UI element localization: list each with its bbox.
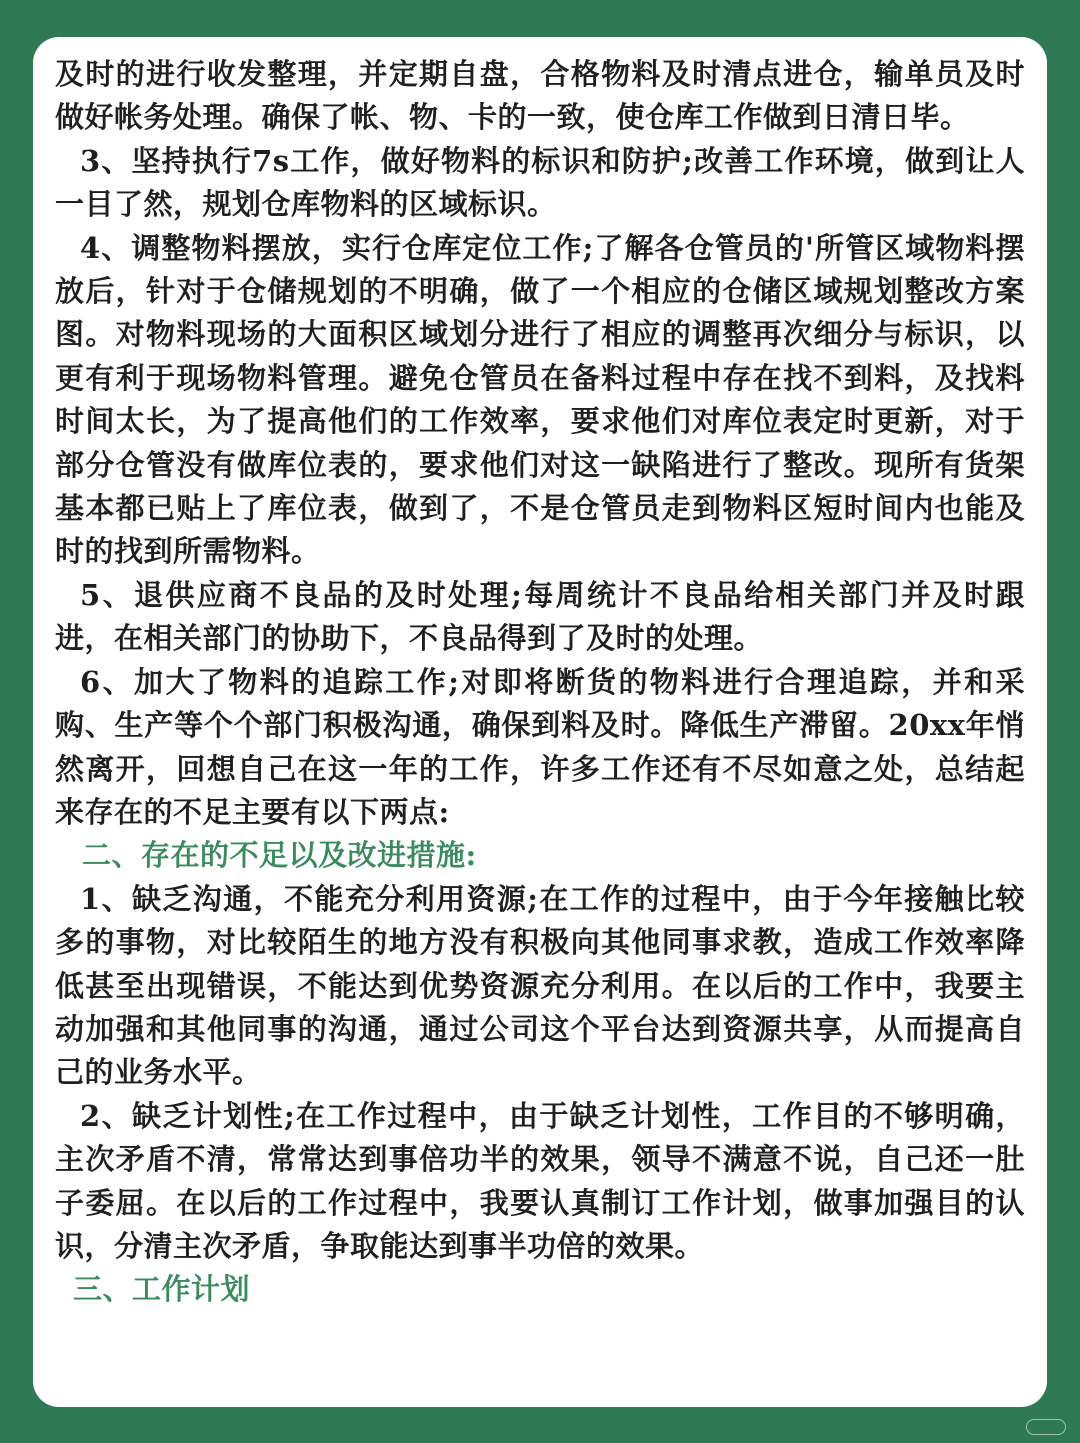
paragraph-item-6: 6、加大了物料的追踪工作;对即将断货的物料进行合理追踪，并和采购、生产等个个部门积极沟通，确保到料及时。降低生产滞留。20xx年悄然离开，回想自己在这一年的工作，许多工作还有不尽如意之处，总结起来存在的不足主要有以下两点:: [55, 664, 1025, 829]
paragraph-item-4: 4、调整物料摆放，实行仓库定位工作;了解各仓管员的'所管区域物料摆放后，针对于仓储规划的不明确，做了一个相应的仓储区域规划整改方案图。对物料现场的大面积区域划分进行了相应的调整再次细分与标识，以更有利于现场物料管理。避免仓管员在备料过程中存在找不到料，及找料时间太长，为了提高他们的工作效率，要求他们对库位表定时更新，对于部分仓管没有做库位表的，要求他们对这一缺陷进行了整改。现所有货架基本都已贴上了库位表，做到了，不是仓管员走到物料区短时间内也能及时的找到所需物料。: [55, 230, 1025, 569]
document-card: [33, 37, 1047, 1407]
section-heading-work-plan: 三、工作计划: [73, 1272, 251, 1307]
paragraph-item-5: 5、退供应商不良品的及时处理;每周统计不良品给相关部门并及时跟进，在相关部门的协助下，不良品得到了及时的处理。: [55, 577, 1025, 656]
paragraph-intro: 及时的进行收发整理，并定期自盘，合格物料及时清点进仓，输单员及时做好帐务处理。确保了帐、物、卡的一致，使仓库工作做到日清日毕。: [55, 57, 1025, 135]
section-heading-shortcomings: 二、存在的不足以及改进措施:: [82, 838, 477, 873]
paragraph-item-3: 3、坚持执行7s工作，做好物料的标识和防护;改善工作环境，做到让人一目了然，规划仓库物料的区域标识。: [55, 143, 1025, 222]
paragraph-shortcoming-1: 1、缺乏沟通，不能充分利用资源;在工作的过程中，由于今年接触比较多的事物，对比较陌生的地方没有积极向其他同事求教，造成工作效率降低甚至出现错误，不能达到优势资源充分利用。在以后的工作中，我要主动加强和其他同事的沟通，通过公司这个平台达到资源共享，从而提高自己的业务水平。: [55, 881, 1025, 1090]
watermark-logo: [1026, 1419, 1066, 1435]
paragraph-shortcoming-2: 2、缺乏计划性;在工作过程中，由于缺乏计划性，工作目的不够明确，主次矛盾不清，常常达到事倍功半的效果，领导不满意不说，自己还一肚子委屈。在以后的工作过程中，我要认真制订工作计划，做事加强目的认识，分清主次矛盾，争取能达到事半功倍的效果。: [55, 1098, 1025, 1263]
